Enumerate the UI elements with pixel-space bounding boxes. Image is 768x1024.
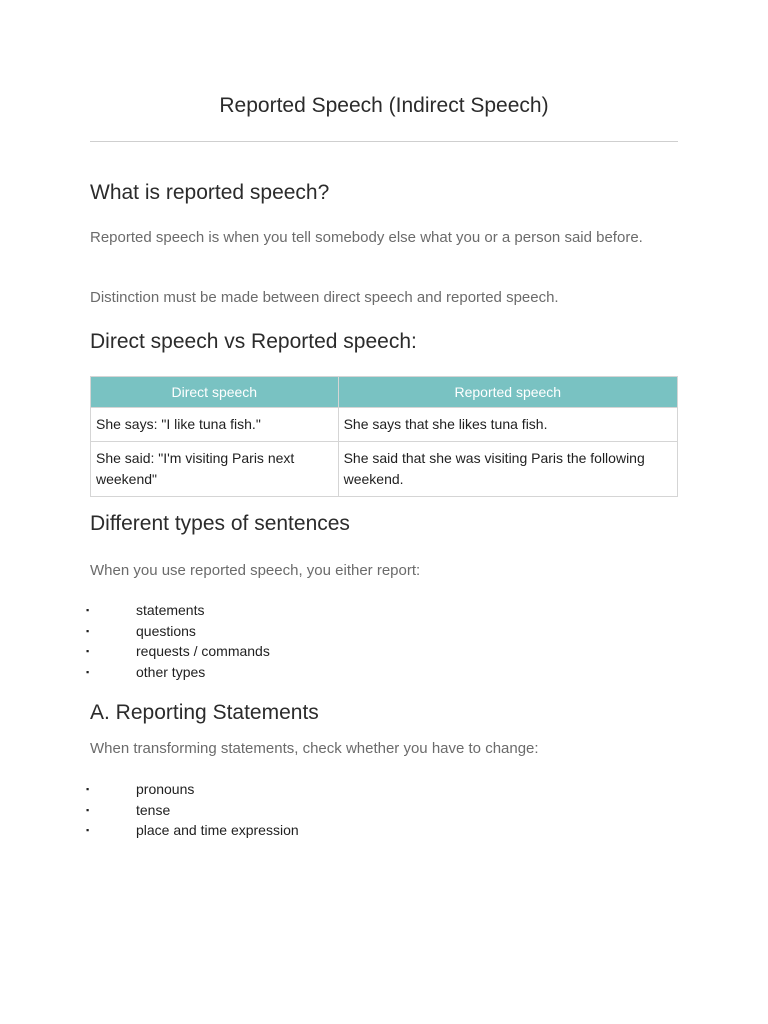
table-cell: She said: "I'm visiting Paris next weekend" xyxy=(91,442,339,497)
bullet-icon: ▪ xyxy=(86,625,90,636)
table-row xyxy=(91,408,678,442)
list-item: ▪ place and time expression xyxy=(90,820,299,841)
list-item: ▪ statements xyxy=(90,600,270,621)
table-header-row xyxy=(91,377,678,408)
table-cell: She says: "I like tuna fish." xyxy=(91,408,339,442)
comparison-table xyxy=(90,376,678,497)
list-item: ▪ tense xyxy=(90,800,299,821)
heading-reporting-statements: A. Reporting Statements xyxy=(90,701,319,724)
title-divider xyxy=(90,141,678,142)
bullet-icon: ▪ xyxy=(86,605,90,615)
list-item: ▪ requests / commands xyxy=(90,641,270,662)
table-cell: She said that she was visiting Paris the following weekend. xyxy=(338,442,677,497)
heading-what-is: What is reported speech? xyxy=(90,181,330,204)
paragraph-distinction: Distinction must be made between direct speech and reported speech. xyxy=(90,289,559,306)
sentence-types-list xyxy=(86,600,270,682)
table-row xyxy=(91,442,678,497)
bullet-icon: ▪ xyxy=(86,784,90,794)
heading-sentence-types: Different types of sentences xyxy=(90,512,350,535)
bullet-icon: ▪ xyxy=(86,804,90,815)
bullet-icon: ▪ xyxy=(86,825,90,835)
column-header-direct: Direct speech xyxy=(91,377,339,408)
paragraph-definition: Reported speech is when you tell somebody else what you or a person said before. xyxy=(90,229,643,246)
list-item: ▪ pronouns xyxy=(90,779,299,800)
paragraph-statements-intro: When transforming statements, check whether you have to change: xyxy=(90,740,539,757)
paragraph-types-intro: When you use reported speech, you either report: xyxy=(90,562,421,579)
column-header-reported: Reported speech xyxy=(338,377,677,408)
bullet-icon: ▪ xyxy=(86,646,90,656)
statement-changes-list xyxy=(86,779,299,841)
table-cell: She says that she likes tuna fish. xyxy=(338,408,677,442)
bullet-icon: ▪ xyxy=(86,666,90,677)
heading-direct-vs-reported: Direct speech vs Reported speech: xyxy=(90,330,417,353)
document-title: Reported Speech (Indirect Speech) xyxy=(219,94,549,117)
list-item: ▪ other types xyxy=(90,662,270,683)
list-item: ▪ questions xyxy=(90,621,270,642)
